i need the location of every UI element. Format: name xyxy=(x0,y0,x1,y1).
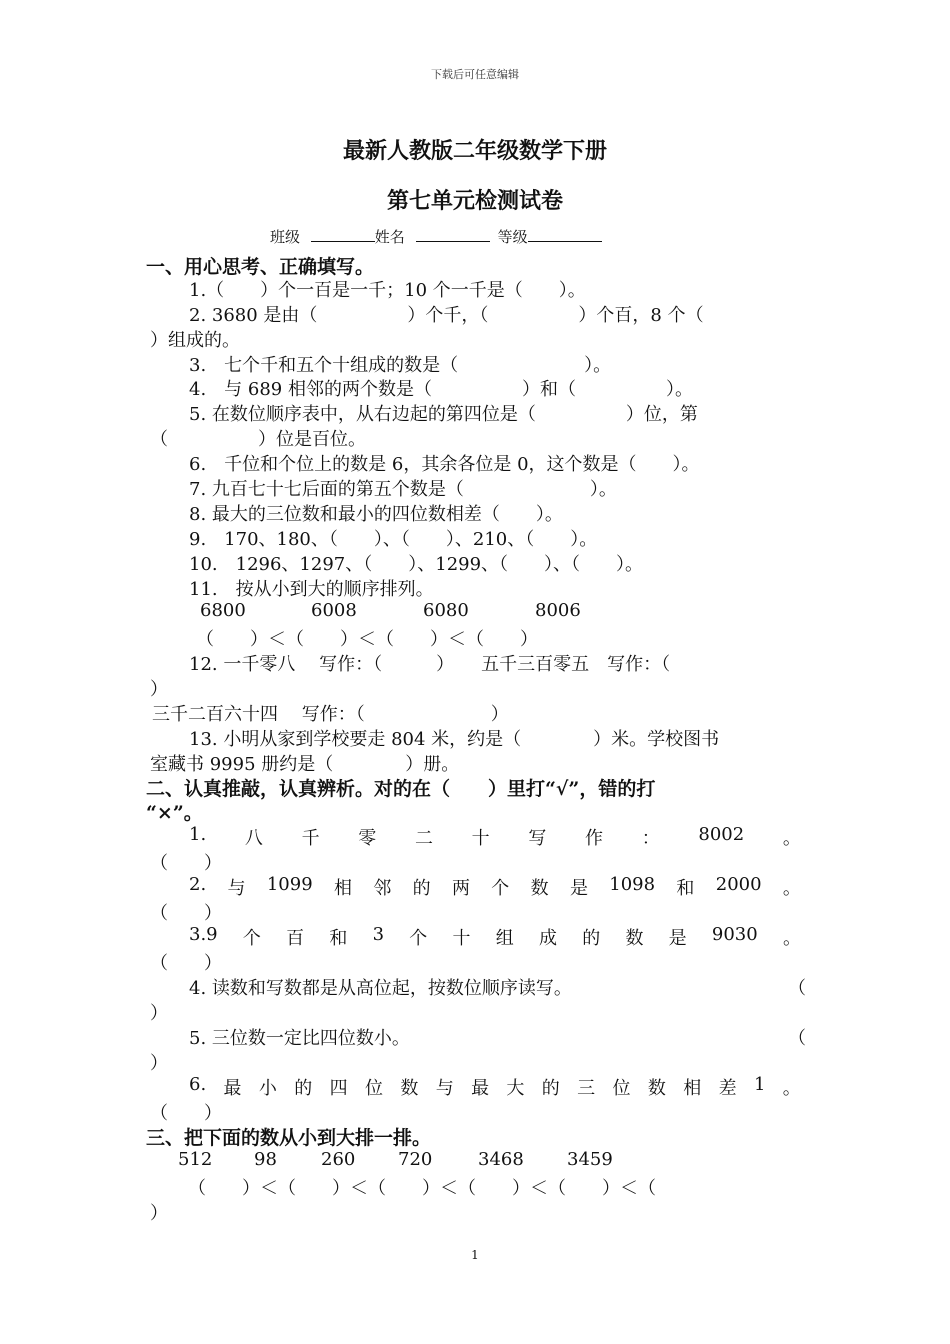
question-token: 组 xyxy=(495,928,514,949)
question-token: 3.9 xyxy=(189,924,218,945)
s2-question-1 xyxy=(189,824,801,850)
question-token: 1099 xyxy=(266,874,313,895)
question-token: 个 xyxy=(491,878,510,899)
s1-question-9: 9. 170、180、（ ）、（ ）、210、（ ）。 xyxy=(189,529,598,550)
question-token: 2. xyxy=(189,874,207,895)
question-token: 小 xyxy=(258,1078,277,1099)
s2-answer-paren: （ ） xyxy=(150,903,222,924)
s2-answer-paren-close: ） xyxy=(150,1003,168,1024)
question-token: 写 xyxy=(528,828,547,849)
s2-answer-paren: （ ） xyxy=(150,953,222,974)
s1-question-1: 1.（ ）个一百是一千；10 个一千是（ ）。 xyxy=(189,280,586,301)
question-token: 和 xyxy=(676,878,695,899)
question-token: 数 xyxy=(400,1078,419,1099)
question-token: 位 xyxy=(612,1078,631,1099)
question-token: 二 xyxy=(414,828,433,849)
question-token: 零 xyxy=(358,828,377,849)
name-blank xyxy=(416,227,490,242)
class-label: 班级 xyxy=(270,228,301,246)
question-token: 八 xyxy=(244,828,263,849)
s1-question-5: 5. 在数位顺序表中，从右边起的第四位是（ ）位，第 xyxy=(189,404,698,425)
s2-question-6 xyxy=(189,1074,801,1100)
section2-heading-cont: “×”。 xyxy=(146,802,203,824)
s2-answer-paren-open: （ xyxy=(788,1028,806,1049)
s2-question-2 xyxy=(189,874,801,900)
question-token: 。 xyxy=(782,1078,801,1099)
question-token: 最 xyxy=(223,1078,242,1099)
question-token: 是 xyxy=(668,928,687,949)
s2-question-5: 5. 三位数一定比四位数小。 xyxy=(189,1028,410,1049)
s1-q11-num: 6008 xyxy=(311,600,357,621)
question-token: 1098 xyxy=(609,874,656,895)
section3-heading: 三、把下面的数从小到大排一排。 xyxy=(146,1127,432,1149)
s1-question-12-cont: ） xyxy=(150,679,168,700)
question-token: 千 xyxy=(301,828,320,849)
question-token: 两 xyxy=(451,878,470,899)
name-label: 姓名 xyxy=(374,228,405,246)
question-token: 十 xyxy=(452,928,471,949)
s2-answer-paren-close: ） xyxy=(150,1053,168,1074)
question-token: 与 xyxy=(435,1078,454,1099)
question-token: 大 xyxy=(506,1078,525,1099)
question-token: 位 xyxy=(364,1078,383,1099)
section2-heading: 二、认真推敲，认真辨析。对的在（ ）里打“√”，错的打 xyxy=(146,778,656,800)
s1-question-12: 12. 一千零八 写作：（ ） 五千三百零五 写作：（ xyxy=(189,654,671,675)
s2-answer-paren: （ ） xyxy=(150,853,222,874)
s3-number: 512 xyxy=(178,1149,213,1170)
question-token: 数 xyxy=(647,1078,666,1099)
question-token: 与 xyxy=(227,878,246,899)
question-token: 的 xyxy=(412,878,431,899)
s1-question-8: 8. 最大的三位数和最小的四位数相差（ ）。 xyxy=(189,504,563,525)
question-token: 1. xyxy=(189,824,207,845)
s2-answer-paren-open: （ xyxy=(788,978,806,999)
s3-blanks-cont: ） xyxy=(150,1203,168,1224)
s3-number: 3468 xyxy=(478,1149,524,1170)
question-token: ： xyxy=(641,828,660,849)
question-token: 数 xyxy=(530,878,549,899)
question-token: 四 xyxy=(329,1078,348,1099)
grade-blank xyxy=(528,227,602,242)
question-token: 百 xyxy=(286,928,305,949)
grade-label: 等级 xyxy=(497,228,528,246)
question-token: 的 xyxy=(541,1078,560,1099)
question-token: 的 xyxy=(582,928,601,949)
s1-question-2-cont: ）组成的。 xyxy=(150,330,240,351)
page-subtitle: 第七单元检测试卷 xyxy=(386,188,563,214)
s2-question-4: 4. 读数和写数都是从高位起，按数位顺序读写。 xyxy=(189,978,572,999)
s3-number: 3459 xyxy=(567,1149,613,1170)
question-token: 作 xyxy=(585,828,603,849)
s1-question-13-cont: 室藏书 9995 册约是（ ）册。 xyxy=(150,754,460,775)
question-token: 个 xyxy=(409,928,428,949)
s1-question-5-cont: （ ）位是百位。 xyxy=(150,429,366,450)
question-token: 6. xyxy=(189,1074,207,1095)
question-token: 十 xyxy=(471,828,490,849)
question-token: 和 xyxy=(329,928,348,949)
question-token: 3 xyxy=(372,924,385,945)
question-token: 。 xyxy=(782,878,801,899)
question-token: 最 xyxy=(471,1078,490,1099)
s3-number: 98 xyxy=(254,1149,277,1170)
class-blank xyxy=(311,227,375,242)
s1-question-11: 11. 按从小到大的顺序排列。 xyxy=(189,579,434,600)
s1-question-3: 3. 七个千和五个十组成的数是（ ）。 xyxy=(189,355,612,376)
page-number: 1 xyxy=(471,1248,479,1262)
question-token: 邻 xyxy=(373,878,392,899)
question-token: 。 xyxy=(782,828,801,849)
section1-heading: 一、用心思考、正确填写。 xyxy=(146,256,375,278)
s2-question-3 xyxy=(189,924,801,950)
question-token: 数 xyxy=(625,928,644,949)
s3-number: 260 xyxy=(321,1149,356,1170)
page-title: 最新人教版二年级数学下册 xyxy=(342,138,607,164)
s1-q11-num: 8006 xyxy=(535,600,581,621)
question-token: 相 xyxy=(683,1078,702,1099)
s3-blanks: （ ）＜（ ）＜（ ）＜（ ）＜（ ）＜（ xyxy=(188,1178,656,1199)
page-header: 下载后可任意编辑 xyxy=(431,68,519,81)
s2-answer-paren: （ ） xyxy=(150,1103,222,1124)
s1-question-7: 7. 九百七十七后面的第五个数是（ ）。 xyxy=(189,479,617,500)
question-token: 的 xyxy=(294,1078,313,1099)
question-token: 2000 xyxy=(715,874,762,895)
s1-question-12-line3: 三千二百六十四 写作：（ ） xyxy=(152,704,509,725)
question-token: 三 xyxy=(577,1078,596,1099)
s1-q11-num: 6800 xyxy=(200,600,246,621)
s1-question-13: 13. 小明从家到学校要走 804 米，约是（ ）米。学校图书 xyxy=(189,729,720,750)
question-token: 成 xyxy=(538,928,557,949)
s1-q11-blanks: （ ）＜（ ）＜（ ）＜（ ） xyxy=(196,629,538,650)
question-token: 差 xyxy=(718,1078,737,1099)
question-token: 1 xyxy=(753,1074,766,1095)
student-info-line xyxy=(270,226,602,247)
s3-number: 720 xyxy=(398,1149,433,1170)
s1-question-4: 4. 与 689 相邻的两个数是（ ）和（ ）。 xyxy=(189,379,693,400)
question-token: 9030 xyxy=(711,924,758,945)
s1-question-6: 6. 千位和个位上的数是 6，其余各位是 0，这个数是（ ）。 xyxy=(189,454,700,475)
question-token: 。 xyxy=(782,928,801,949)
s1-question-2: 2. 3680 是由（ ）个千，（ ）个百，8 个（ xyxy=(189,305,704,326)
question-token: 是 xyxy=(569,878,588,899)
s1-q11-num: 6080 xyxy=(423,600,469,621)
question-token: 相 xyxy=(333,878,352,899)
question-token: 8002 xyxy=(698,824,745,845)
s1-question-10: 10. 1296、1297、（ ）、1299、（ ）、（ ）。 xyxy=(189,554,644,575)
question-token: 个 xyxy=(242,928,261,949)
